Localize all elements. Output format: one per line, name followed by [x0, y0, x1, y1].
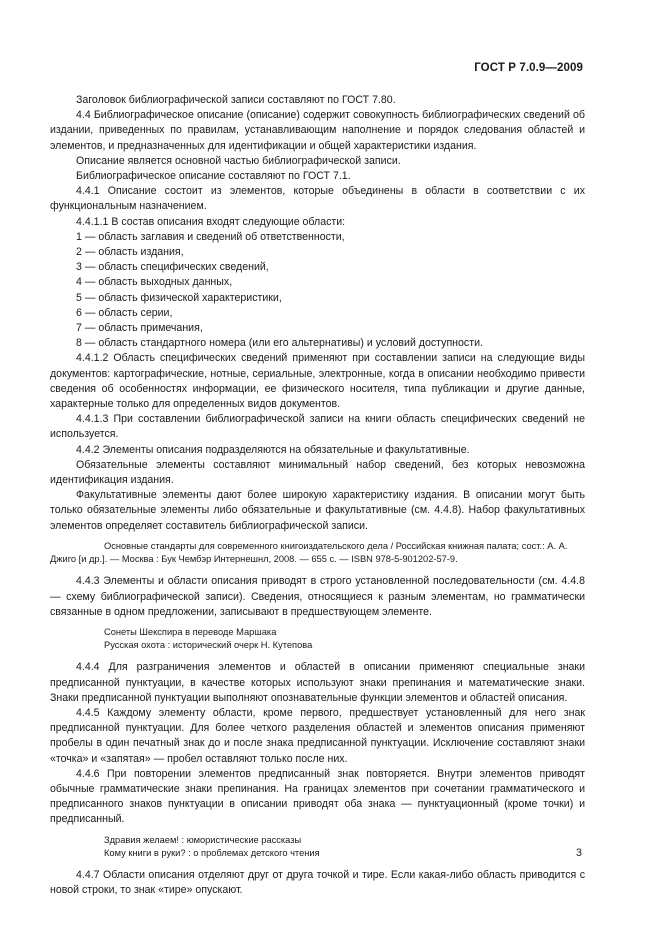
list-item: 8 — область стандартного номера (или его альтернативы) и условий доступности.: [76, 337, 483, 350]
paragraph: 4.4.7 Области описания отделяют друг от друга точкой и тире. Если какая-либо область приводится с новой строки, то знак «тире» опускают.: [50, 868, 585, 897]
document-body: [50, 93, 585, 898]
list-item: 3 — область специфических сведений,: [76, 261, 269, 274]
list-item: 1 — область заглавия и сведений об ответственности,: [76, 230, 345, 243]
list-item: 2 — область издания,: [76, 246, 184, 259]
list-item: 6 — область серии,: [76, 306, 173, 319]
paragraph: 4.4.6 При повторении элементов предписанный знак повторяется. Внутри элементов приводят обычные грамматические знаки препинания. На границах элементов при сочетании грамматического и предписанного знаков пунктуации в описании приводят оба знака — пунктуационный (кроме точки) и предписанный.: [50, 767, 585, 826]
example-entry: Русская охота : исторический очерк Н. Кутепова: [104, 640, 313, 651]
paragraph: 4.4.1 Описание состоит из элементов, которые объединены в области в соответствии с их функциональным назначением.: [50, 185, 585, 213]
example-entry: Сонеты Шекспира в переводе Маршака: [104, 626, 277, 637]
paragraph: Заголовок библиографической записи составляют по ГОСТ 7.80.: [76, 94, 396, 106]
example-entry: Основные стандарты для современного книгоиздательского дела / Российская книжная палата; сост.: А. А. Джиго [и др.]. — Москва : Бук Чембэр Интернешнл, 2008. — 655 с. — ISBN 978-5-901202-57-9.: [50, 540, 568, 565]
example-entry: Кому книги в руки? : о проблемах детского чтения: [104, 847, 320, 858]
paragraph: 4.4.1.3 При составлении библиографической записи на книги область специфических сведений не используется.: [50, 413, 585, 441]
example-entry: Здравия желаем! : юмористические рассказы: [104, 834, 302, 845]
document-header: ГОСТ Р 7.0.9—2009: [474, 62, 583, 74]
page-number: 3: [576, 847, 582, 859]
paragraph: 4.4.3 Элементы и области описания приводят в строго установленной последовательности (см. 4.4.8 — схему библиографической записи). Сведения, относящиеся к разным элементам, но грамматически связанные в одном предложении, записывают в предшествующем элементе.: [50, 575, 585, 618]
paragraph: 4.4.2 Элементы описания подразделяются на обязательные и факультативные.: [76, 443, 470, 456]
paragraph: 4.4.4 Для разграничения элементов и областей в описании применяют специальные знаки предписанной пунктуации, в качестве которых используют знаки препинания и математические знаки. Знаки предписанной пунктуации выполняют опознавательные функции элементов и областей описания.: [50, 661, 585, 704]
list-item: 5 — область физической характеристики,: [76, 291, 282, 304]
paragraph: 4.4.1.2 Область специфических сведений применяют при составлении записи на следующие виды документов: картографические, нотные, сериальные, электронные, когда в описании необходимо привести сведения об особенностях информации, ее физического носителя, типа публикации и другие данные, характерные только для определенных видов документов.: [50, 352, 585, 411]
paragraph: Библиографическое описание составляют по ГОСТ 7.1.: [76, 170, 351, 183]
list-item: 4 — область выходных данных,: [76, 276, 233, 289]
paragraph: 4.4.1.1 В состав описания входят следующие области:: [76, 215, 346, 228]
paragraph: Факультативные элементы дают более широкую характеристику издания. В описании могут быть только обязательные элементы либо обязательные и факультативные (см. 4.4.8). Набор факультативных элементов определяет составитель библиографической записи.: [50, 489, 585, 532]
paragraph: 4.4 Библиографическое описание (описание) содержит совокупность библиографических сведений об издании, приведенных по правилам, устанавливающим наполнение и порядок следования областей и элементов, и предназначенных для идентификации и общей характеристики издания.: [50, 109, 585, 152]
paragraph: Описание является основной частью библиографической записи.: [76, 154, 401, 167]
list-item: 7 — область примечания,: [76, 322, 203, 335]
paragraph: Обязательные элементы составляют минимальный набор сведений, без которых невозможна идентификация издания.: [50, 458, 585, 487]
paragraph: 4.4.5 Каждому элементу области, кроме первого, предшествует установленный для него знак предписанной пунктуации. Для более четкого разделения областей и элементов описания применяют пробелы в один печатный знак до и после знака предписанной пунктуации. Исключение составляют знаки «точка» и «запятая» — пробел оставляют только после них.: [50, 706, 585, 765]
